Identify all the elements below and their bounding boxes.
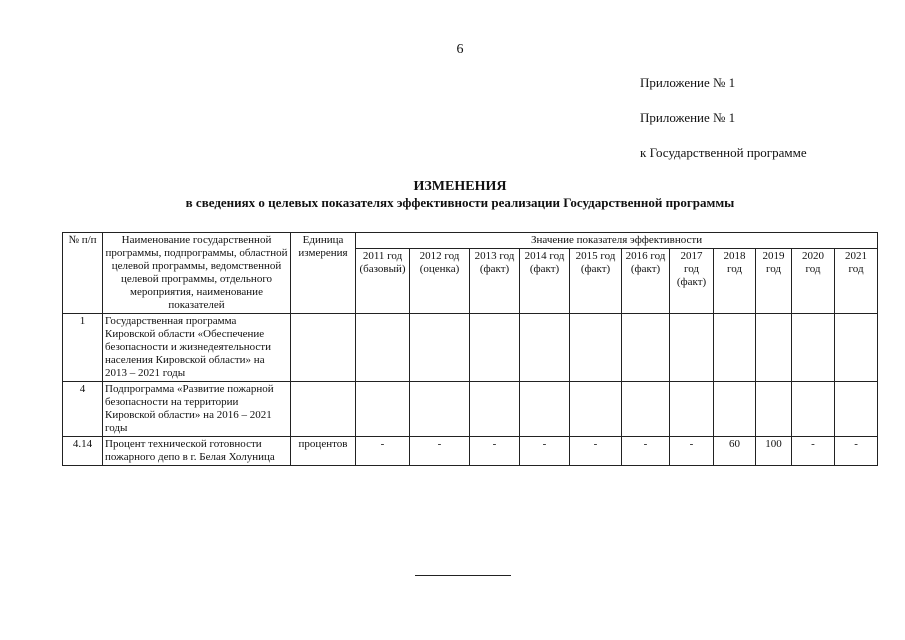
row-value <box>835 314 878 382</box>
header-unit: Единица измерения <box>291 233 356 314</box>
row-value <box>570 314 622 382</box>
row-value <box>792 314 835 382</box>
row-value: - <box>410 437 470 466</box>
header-year: 2012 год (оценка) <box>410 249 470 314</box>
bottom-separator-line <box>415 575 511 576</box>
row-value: 60 <box>714 437 756 466</box>
row-value: 100 <box>756 437 792 466</box>
table-row <box>63 437 878 466</box>
row-value <box>622 314 670 382</box>
title-subtitle: в сведениях о целевых показателях эффективности реализации Государственной программы <box>185 195 735 210</box>
header-year: 2018 год <box>714 249 756 314</box>
header-year: 2020 год <box>792 249 835 314</box>
row-num: 1 <box>63 314 103 382</box>
header-year: 2014 год (факт) <box>520 249 570 314</box>
row-value <box>714 382 756 437</box>
row-value: - <box>356 437 410 466</box>
row-value <box>520 382 570 437</box>
row-value <box>520 314 570 382</box>
row-value: - <box>520 437 570 466</box>
row-value <box>756 314 792 382</box>
appendix-line-2: Приложение № 1 <box>640 110 736 125</box>
row-value <box>670 382 714 437</box>
indicators-table <box>62 232 878 466</box>
document-title <box>0 179 905 211</box>
row-unit <box>291 382 356 437</box>
row-name: Подпрограмма «Развитие пожарной безопасности на территории Кировской области» на 2016 – 2021 годы <box>103 382 291 437</box>
title-main: ИЗМЕНЕНИЯ <box>413 179 507 194</box>
row-value: - <box>622 437 670 466</box>
header-year: 2013 год (факт) <box>470 249 520 314</box>
row-value <box>570 382 622 437</box>
header-year: 2019 год <box>756 249 792 314</box>
table-row <box>63 382 878 437</box>
row-value: - <box>670 437 714 466</box>
row-name: Государственная программа Кировской области «Обеспечение безопасности и жизнедеятельности населения Кировской области» на 2013 – 2021 годы <box>103 314 291 382</box>
appendix-line-3: к Государственной программе <box>640 145 807 160</box>
row-value <box>410 382 470 437</box>
row-value: - <box>470 437 520 466</box>
row-value <box>756 382 792 437</box>
row-value <box>410 314 470 382</box>
row-value <box>470 314 520 382</box>
header-year: 2015 год (факт) <box>570 249 622 314</box>
page-number: 6 <box>456 42 464 57</box>
header-year: 2011 год (базовый) <box>356 249 410 314</box>
header-year: 2017 год (факт) <box>670 249 714 314</box>
header-values-group: Значение показателя эффективности <box>356 233 878 249</box>
row-value <box>670 314 714 382</box>
row-value <box>356 382 410 437</box>
row-value <box>622 382 670 437</box>
row-value <box>470 382 520 437</box>
table-row <box>63 314 878 382</box>
row-value <box>835 382 878 437</box>
header-year: 2016 год (факт) <box>622 249 670 314</box>
row-value: - <box>570 437 622 466</box>
row-num: 4.14 <box>63 437 103 466</box>
row-value: - <box>835 437 878 466</box>
header-year: 2021 год <box>835 249 878 314</box>
header-name: Наименование государственной программы, подпрограммы, областной целевой программы, ведомственной целевой программы, отдельного мероприятия, наименование показателей <box>103 233 291 314</box>
header-row-1 <box>63 233 878 249</box>
row-unit: процентов <box>291 437 356 466</box>
header-num: № п/п <box>63 233 103 314</box>
row-unit <box>291 314 356 382</box>
row-value <box>792 382 835 437</box>
appendix-line-1: Приложение № 1 <box>640 75 736 90</box>
row-value <box>356 314 410 382</box>
row-name: Процент технической готовности пожарного депо в г. Белая Холуница <box>103 437 291 466</box>
row-value <box>714 314 756 382</box>
row-num: 4 <box>63 382 103 437</box>
row-value: - <box>792 437 835 466</box>
